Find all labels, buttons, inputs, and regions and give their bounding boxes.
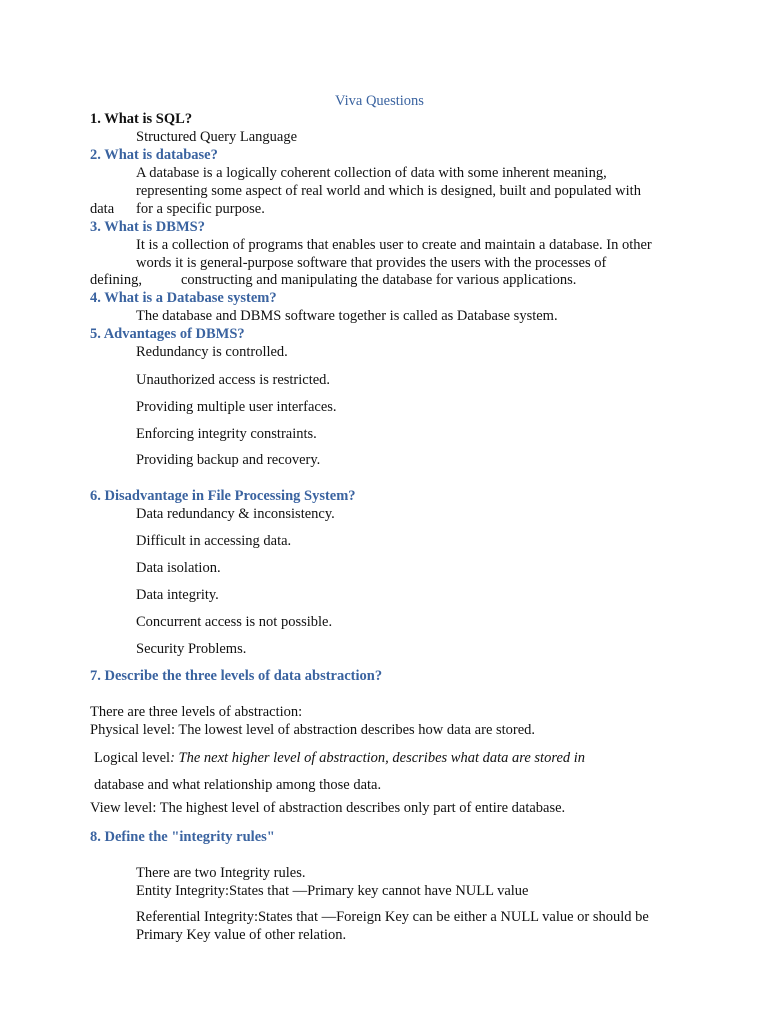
question-6-heading: 6. Disadvantage in File Processing System? bbox=[90, 488, 356, 504]
logical-desc: : The next higher level of abstraction, describes what data are stored in bbox=[170, 750, 586, 766]
list-item: Concurrent access is not possible. bbox=[136, 614, 333, 630]
question-2-wrap-word: data bbox=[90, 201, 115, 217]
question-3-line-1: It is a collection of programs that enables user to create and maintain a database. In other bbox=[136, 237, 652, 253]
question-2-line-1: A database is a logically coherent collection of data with some inherent meaning, bbox=[136, 165, 607, 181]
question-8-referential: Referential Integrity:States that —Foreign Key can be either a NULL value or should be bbox=[136, 909, 649, 925]
logical-label: Logical level bbox=[94, 750, 171, 766]
list-item: Enforcing integrity constraints. bbox=[136, 426, 317, 442]
question-7-view: View level: The highest level of abstraction describes only part of entire database. bbox=[90, 800, 566, 816]
list-item: Security Problems. bbox=[136, 641, 247, 657]
question-7-intro: There are three levels of abstraction: bbox=[90, 704, 303, 720]
question-7-heading: 7. Describe the three levels of data abstraction? bbox=[90, 668, 383, 684]
question-7-logical-cont: database and what relationship among those data. bbox=[94, 777, 382, 793]
question-1-answer: Structured Query Language bbox=[136, 129, 298, 145]
list-item: Providing multiple user interfaces. bbox=[136, 399, 337, 415]
question-8-heading: 8. Define the "integrity rules" bbox=[90, 829, 275, 845]
list-item: Unauthorized access is restricted. bbox=[136, 372, 331, 388]
list-item: Providing backup and recovery. bbox=[136, 452, 321, 468]
question-3-wrap-word: defining, bbox=[90, 272, 142, 288]
question-8-intro: There are two Integrity rules. bbox=[136, 865, 306, 881]
question-5-heading: 5. Advantages of DBMS? bbox=[90, 326, 245, 342]
list-item: Difficult in accessing data. bbox=[136, 533, 292, 549]
question-3-line-3: constructing and manipulating the database for various applications. bbox=[181, 272, 577, 288]
question-1-heading: 1. What is SQL? bbox=[90, 111, 193, 127]
question-7-logical bbox=[94, 749, 585, 767]
page-title: Viva Questions bbox=[335, 93, 424, 109]
question-2-line-2: representing some aspect of real world and which is designed, built and populated with bbox=[136, 183, 641, 199]
question-4-answer: The database and DBMS software together is called as Database system. bbox=[136, 308, 558, 324]
list-item: Data integrity. bbox=[136, 587, 219, 603]
question-8-entity: Entity Integrity:States that —Primary key cannot have NULL value bbox=[136, 883, 529, 899]
question-2-heading: 2. What is database? bbox=[90, 147, 218, 163]
list-item: Data redundancy & inconsistency. bbox=[136, 506, 335, 522]
question-7-physical: Physical level: The lowest level of abstraction describes how data are stored. bbox=[90, 722, 536, 738]
question-4-heading: 4. What is a Database system? bbox=[90, 290, 277, 306]
question-3-heading: 3. What is DBMS? bbox=[90, 219, 205, 235]
list-item: Redundancy is controlled. bbox=[136, 344, 288, 360]
question-2-line-3: for a specific purpose. bbox=[136, 201, 265, 217]
question-8-referential-cont: Primary Key value of other relation. bbox=[136, 927, 347, 943]
list-item: Data isolation. bbox=[136, 560, 221, 576]
question-3-line-2: words it is general-purpose software that provides the users with the processes of bbox=[136, 255, 607, 271]
